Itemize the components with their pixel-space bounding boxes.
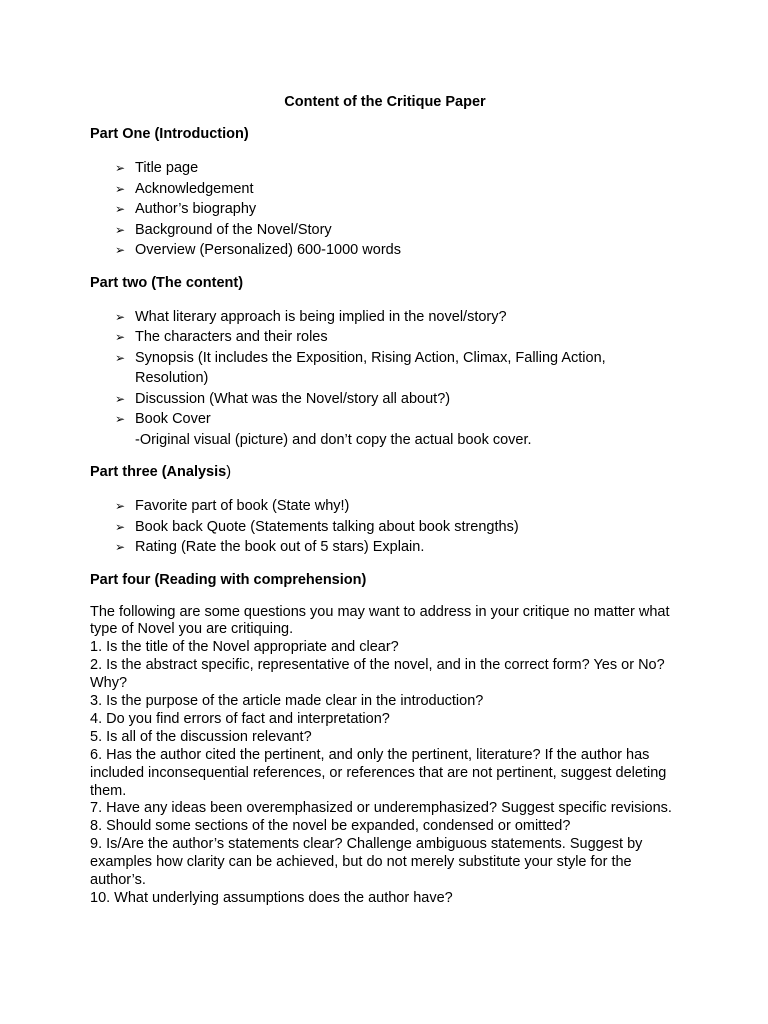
- list-item: ➢ Background of the Novel/Story: [90, 220, 680, 241]
- list-item: ➢ The characters and their roles: [90, 327, 680, 348]
- question-item: 4. Do you find errors of fact and interpretation?: [90, 710, 390, 727]
- part-one-list: [90, 158, 680, 261]
- question-list: [90, 639, 680, 908]
- list-item: ➢ Discussion (What was the Novel/story all about?): [90, 389, 680, 410]
- arrow-bullet-icon: ➢: [115, 499, 126, 513]
- part-four-intro: The following are some questions you may want to address in your critique no matter what type of Novel you are critiquing.: [90, 603, 670, 638]
- question-item: 8. Should some sections of the novel be expanded, condensed or omitted?: [90, 818, 571, 835]
- document-page: [90, 94, 680, 908]
- part-four-heading: Part four (Reading with comprehension): [90, 571, 367, 588]
- question-item: 2. Is the abstract specific, representative of the novel, and in the correct form? Yes or No? Why?: [90, 657, 665, 692]
- question-item: 7. Have any ideas been overemphasized or underemphasized? Suggest specific revisions.: [90, 800, 672, 817]
- arrow-bullet-icon: ➢: [115, 243, 126, 257]
- list-item: ➢ Rating (Rate the book out of 5 stars) Explain.: [90, 537, 680, 558]
- list-item: ➢ Book Cover: [90, 409, 680, 430]
- question-item: 3. Is the purpose of the article made clear in the introduction?: [90, 693, 484, 710]
- arrow-bullet-icon: ➢: [115, 202, 126, 216]
- list-item: ➢ Title page: [90, 158, 680, 179]
- arrow-bullet-icon: ➢: [115, 519, 126, 534]
- part-two-heading: Part two (The content): [90, 274, 244, 291]
- list-item: ➢ Author’s biography: [90, 199, 680, 220]
- arrow-bullet-icon: ➢: [115, 391, 126, 406]
- arrow-bullet-icon: ➢: [115, 412, 126, 426]
- page-title: Content of the Critique Paper: [284, 94, 486, 110]
- question-item: 1. Is the title of the Novel appropriate and clear?: [90, 639, 399, 656]
- question-item: 6. Has the author cited the pertinent, and only the pertinent, literature? If the author has included inconsequential references, or references that are not pertinent, suggest deleting them.: [90, 746, 667, 799]
- list-item: ➢ Overview (Personalized) 600-1000 words: [90, 240, 680, 261]
- book-cover-note: -Original visual (picture) and don’t copy the actual book cover.: [135, 431, 532, 448]
- list-item: ➢ Favorite part of book (State why!): [90, 496, 680, 517]
- arrow-bullet-icon: ➢: [115, 222, 126, 237]
- part-three-heading: Part three (Analysis): [90, 464, 232, 480]
- arrow-bullet-icon: ➢: [115, 181, 126, 196]
- list-item: ➢ Synopsis (It includes the Exposition, Rising Action, Climax, Falling Action, Resolution): [115, 349, 606, 386]
- part-one-heading: Part One (Introduction): [90, 126, 249, 142]
- list-item: ➢ Book back Quote (Statements talking about book strengths): [90, 517, 680, 538]
- list-item: ➢ Acknowledgement: [90, 179, 680, 200]
- list-item: ➢ What literary approach is being implied in the novel/story?: [90, 307, 680, 328]
- arrow-bullet-icon: ➢: [115, 161, 126, 175]
- arrow-bullet-icon: ➢: [115, 309, 126, 324]
- part-two-list: [90, 307, 680, 430]
- question-item: 5. Is all of the discussion relevant?: [90, 728, 312, 745]
- part-three-list: [90, 496, 680, 558]
- question-item: 9. Is/Are the author’s statements clear? Challenge ambiguous statements. Suggest by examples how clarity can be achieved, but do not merely substitute your style for the author’s.: [90, 836, 643, 889]
- arrow-bullet-icon: ➢: [115, 350, 126, 365]
- arrow-bullet-icon: ➢: [115, 540, 126, 554]
- arrow-bullet-icon: ➢: [115, 330, 126, 344]
- question-item: 10. What underlying assumptions does the author have?: [90, 890, 453, 906]
